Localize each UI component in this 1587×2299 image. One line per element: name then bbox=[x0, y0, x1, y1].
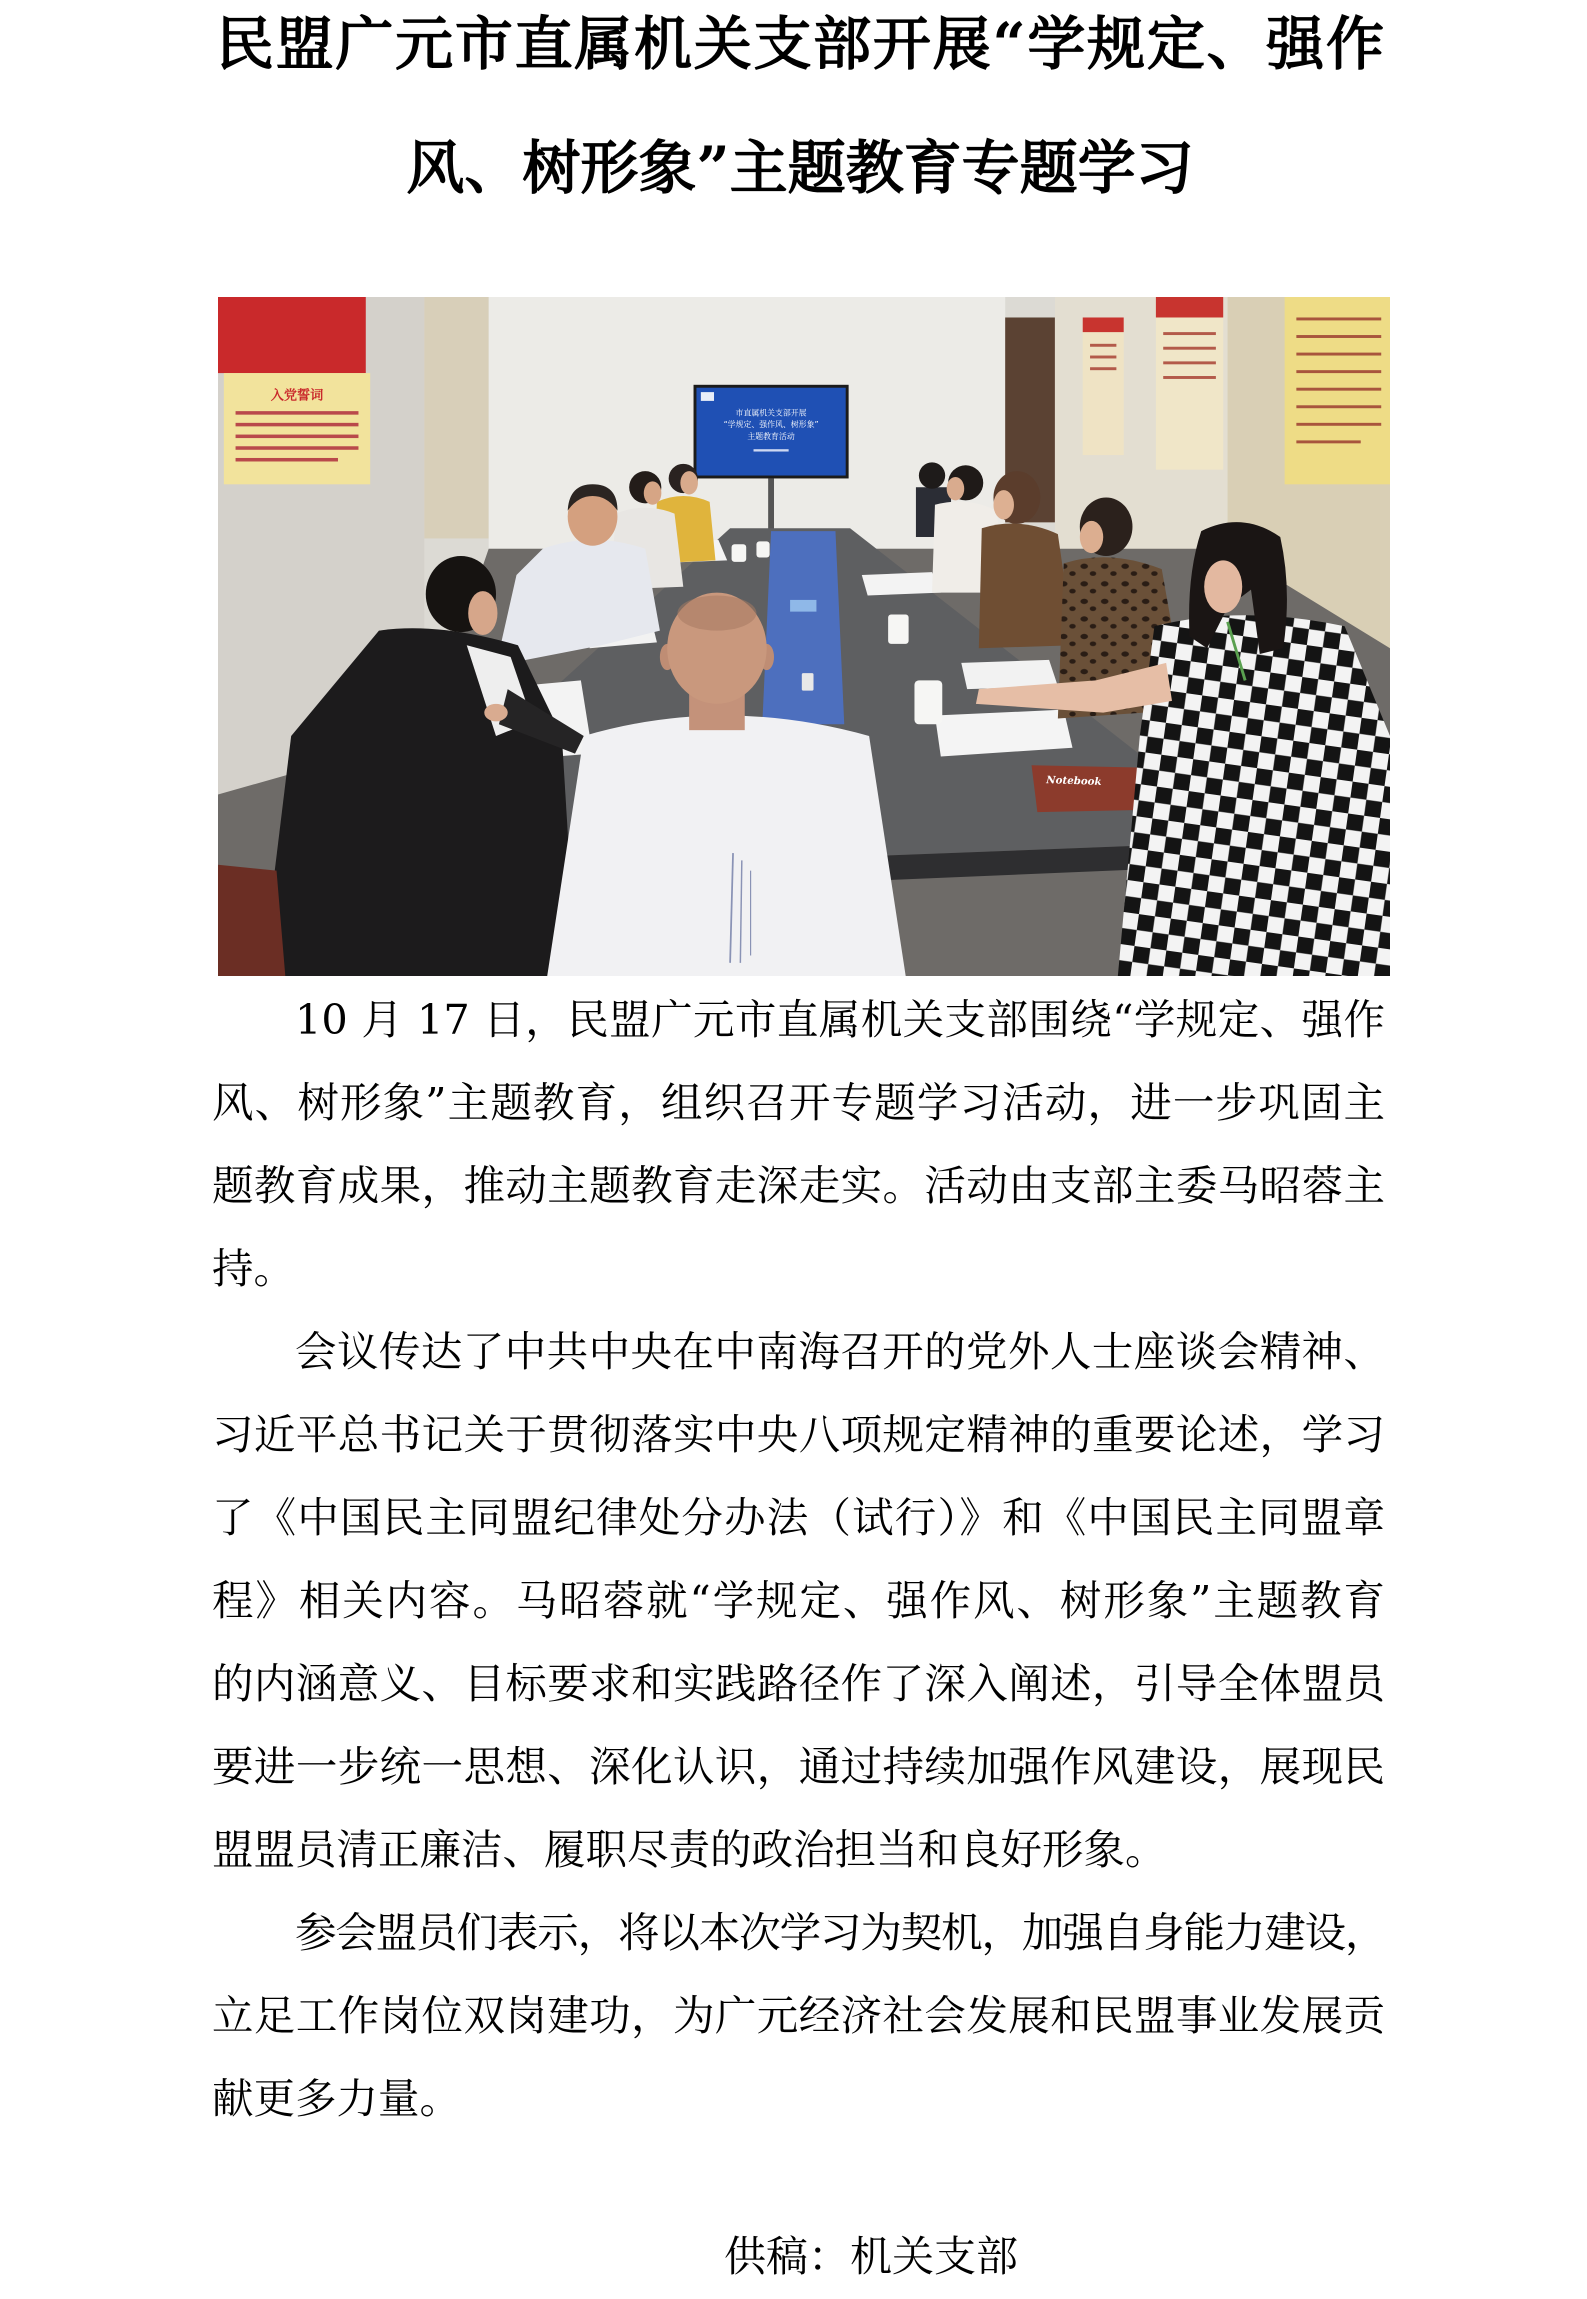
poster-text-line bbox=[1163, 361, 1216, 364]
poster-text-line bbox=[1296, 335, 1381, 338]
cup bbox=[732, 544, 747, 562]
tv-stand bbox=[768, 478, 774, 531]
poster-text-line bbox=[1296, 440, 1360, 443]
body-line: 的内涵意义、目标要求和实践路径作了深入阐述，引导全体盟员 bbox=[212, 1659, 1385, 1708]
rules-board bbox=[1285, 297, 1390, 484]
poster-text-line bbox=[236, 423, 359, 427]
poster-text-line bbox=[1090, 356, 1116, 359]
screen-date-line bbox=[754, 449, 789, 451]
person-face bbox=[993, 490, 1013, 519]
body-line: 习近平总书记关于贯彻落实中央八项规定精神的重要论述，学习 bbox=[212, 1410, 1385, 1459]
right-poster-1-header bbox=[1083, 317, 1124, 332]
body-line: 盟盟员清正廉洁、履职尽责的政治担当和良好形象。 bbox=[212, 1825, 1167, 1874]
article-title-line-2: 风、树形象”主题教育专题学习 bbox=[406, 134, 1194, 202]
body-line: 了《中国民主同盟纪律处分办法（试行）》和《中国民主同盟章 bbox=[212, 1493, 1385, 1542]
screen-logo bbox=[701, 392, 714, 401]
screen-text-line-2: “学规定、强作风、树形象” bbox=[723, 420, 819, 430]
article-title-line-1: 民盟广元市直属机关支部开展“学规定、强作 bbox=[216, 10, 1384, 78]
body-line: 持。 bbox=[212, 1244, 296, 1293]
body-line: 风、树形象”主题教育，组织召开专题学习活动，进一步巩固主 bbox=[212, 1078, 1385, 1127]
right-poster-2 bbox=[1156, 297, 1223, 470]
poster-text-line bbox=[236, 411, 359, 415]
screen-text-line-1: 市直属机关支部开展 bbox=[735, 408, 807, 418]
paragraph-3 bbox=[212, 1891, 1385, 2140]
person-face bbox=[468, 591, 497, 635]
cup bbox=[888, 615, 908, 644]
person-scalp-shading bbox=[677, 596, 756, 631]
poster-text-line bbox=[1296, 353, 1381, 356]
screen-text-line-3: 主题教育活动 bbox=[747, 431, 795, 441]
poster-text-line bbox=[1163, 376, 1216, 379]
paragraph-2 bbox=[212, 1310, 1385, 1891]
poster-text-line bbox=[1296, 388, 1381, 391]
notebook-label: Notebook bbox=[1046, 774, 1102, 789]
meeting-photo bbox=[218, 297, 1390, 976]
poster-text-line bbox=[1296, 423, 1381, 426]
paper bbox=[862, 572, 941, 595]
person-body bbox=[547, 716, 905, 976]
person-face bbox=[1080, 521, 1103, 553]
table-center-strip bbox=[762, 531, 844, 724]
poster-text-line bbox=[1296, 370, 1381, 373]
person-face bbox=[947, 477, 965, 500]
body-line: 10 月 17 日，民盟广元市直属机关支部围绕“学规定、强作 bbox=[295, 995, 1385, 1044]
poster-text-line bbox=[1296, 317, 1381, 320]
poster-text-line bbox=[1090, 344, 1116, 347]
wall-column bbox=[424, 297, 488, 538]
body-line: 献更多力量。 bbox=[212, 2074, 462, 2123]
right-poster-2-header bbox=[1156, 297, 1223, 317]
person-hand bbox=[484, 704, 507, 722]
article-body bbox=[212, 978, 1385, 2140]
poster-text-line bbox=[236, 446, 359, 450]
red-banner bbox=[218, 297, 366, 373]
body-line: 程》相关内容。马昭蓉就“学规定、强作风、树形象”主题教育 bbox=[212, 1576, 1385, 1625]
person-face bbox=[644, 481, 662, 504]
right-poster-1 bbox=[1083, 317, 1124, 455]
body-line: 要进一步统一思想、深化认识，通过持续加强作风建设，展现民 bbox=[212, 1742, 1385, 1791]
cup bbox=[756, 541, 769, 557]
chair-left-front bbox=[218, 865, 285, 976]
cup bbox=[914, 680, 942, 724]
body-line: 立足工作岗位双岗建功，为广元经济社会发展和民盟事业发展贡 bbox=[212, 1991, 1385, 2040]
oath-poster-title: 入党誓词 bbox=[270, 388, 324, 404]
body-line: 会议传达了中共中央在中南海召开的党外人士座谈会精神、 bbox=[295, 1327, 1385, 1376]
paragraph-1 bbox=[212, 978, 1385, 1310]
poster-text-line bbox=[1163, 332, 1216, 335]
article-title bbox=[216, 0, 1384, 212]
body-line: 题教育成果，推动主题教育走深走实。活动由支部主委马昭蓉主 bbox=[212, 1161, 1385, 1210]
byline: 供稿：机关支部 bbox=[724, 2232, 1019, 2281]
blue-folder bbox=[790, 600, 816, 612]
person-face bbox=[680, 471, 698, 494]
person-head bbox=[919, 462, 945, 488]
poster-text-line bbox=[1090, 367, 1116, 370]
poster-text-line bbox=[1296, 405, 1381, 408]
person-face bbox=[1204, 560, 1242, 613]
phone bbox=[802, 673, 814, 691]
poster-text-line bbox=[1163, 347, 1216, 350]
meeting-photo-scene bbox=[218, 297, 1390, 976]
poster-text-line bbox=[236, 435, 359, 439]
poster-text-line bbox=[236, 458, 338, 462]
body-line: 参会盟员们表示，将以本次学习为契机，加强自身能力建设， bbox=[295, 1908, 1385, 1957]
